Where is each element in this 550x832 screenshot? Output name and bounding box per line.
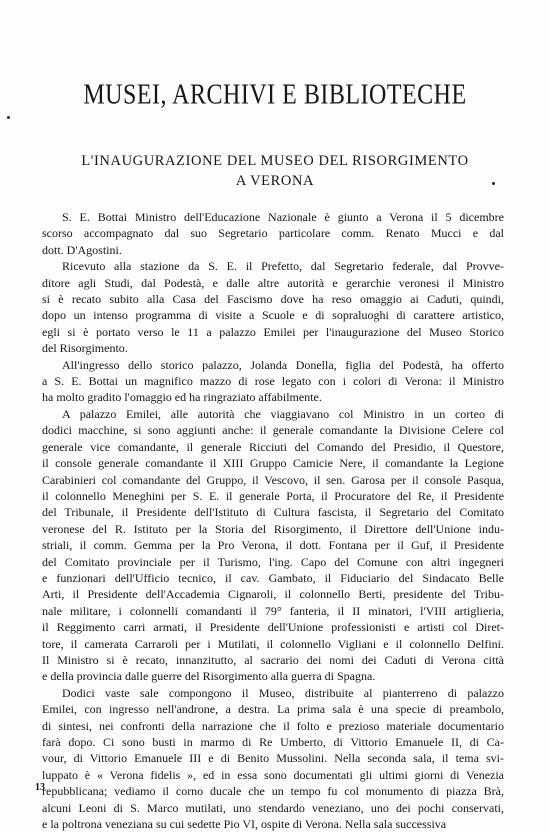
text-line: e la poltrona veneziana su cui sedette Pio VI, ospite di Verona. Nella sala successiva xyxy=(42,817,447,832)
margin-mark xyxy=(492,182,495,185)
text-line: alcuni Leoni di S. Marco mutilati, uno stendardo veneziano, uno dei pochi conservati, xyxy=(42,800,504,815)
text-line: veronese del R. Istituto per la Storia del Risorgimento, il Direttore dell'Unione indu- xyxy=(42,521,504,536)
text-line: vour, di Vittorio Emanuele III e di Benito Mussolini. Nella seconda sala, il tema svi- xyxy=(42,751,504,766)
text-line: del Risorgimento. xyxy=(42,341,128,356)
section-title: MUSEI, ARCHIVI E BIBLIOTECHE xyxy=(83,80,467,111)
paragraph xyxy=(42,685,504,832)
text-line: dodici macchine, si sono aggiunti anche: il generale comandante la Divisione Celere col xyxy=(42,423,504,438)
text-line: Il Ministro si è recato, innanzitutto, al sacrario dei nomi dei Caduti di Verona città xyxy=(42,652,504,667)
article-title-line-2: A VERONA xyxy=(235,173,315,189)
text-line: All'ingresso dello storico palazzo, Jolanda Donella, figlia del Podestà, ha offerto xyxy=(62,357,504,372)
text-line: nale militare, i colonnelli comandanti il 79° fanteria, il II minatori, l'VIII artiglieria, xyxy=(42,603,504,618)
text-line: Dodici vaste sale compongono il Museo, distribuite al pianterreno di palazzo xyxy=(62,685,504,700)
paragraph xyxy=(42,258,504,356)
text-line: S. E. Bottai Ministro dell'Educazione Nazionale è giunto a Verona il 5 dicembre xyxy=(62,210,504,224)
text-line: di sintesi, nei confronti della narrazione che il folto e prezioso materiale documentario xyxy=(42,718,504,733)
paragraph xyxy=(42,209,504,258)
text-line: Carabinieri col comandante del Gruppo, il Vescovo, il sen. Garosa per il console Pasqua, xyxy=(42,472,504,487)
text-line: egli si è portato verso le 11 a palazzo Emilei per l'inaugurazione del Museo Storico xyxy=(42,324,504,339)
text-line: ditore agli Studi, dal Podestà, e dalle altre autorità e gerarchie veronesi il Ministro xyxy=(42,275,504,290)
text-line: del Tribunale, il Presidente dell'Istituto di Cultura fascista, il Segretario del Comitato xyxy=(42,505,504,520)
paragraph xyxy=(42,357,504,406)
text-line: Arti, il Presidente dell'Accademia Cignaroli, il colonnello Berti, presidente del Tribu- xyxy=(42,587,504,602)
text-line: il Reggimento carri armati, il Presidente dell'Unione professionisti e artisti col Diret- xyxy=(42,620,504,635)
text-line: farà dopo. Ci sono busti in marmo di Re Umberto, di Vittorio Emanuele II, di Ca- xyxy=(42,735,504,749)
text-line: il colonnello Meneghini per S. E. il generale Porta, il Procuratore del Re, il Presidente xyxy=(42,488,504,503)
article-body xyxy=(42,209,504,832)
text-line: Ricevuto alla stazione da S. E. il Prefetto, dal Segretario federale, dal Provve- xyxy=(62,259,504,274)
text-line: dopo un intenso programma di visite a Scuole e di sopraluoghi di carattere artistico, xyxy=(42,308,504,323)
text-line: scorso accompagnato dal suo Segretario particolare comm. Renato Mucci e dal xyxy=(42,226,504,241)
article-title-line-1: L'INAUGURAZIONE DEL MUSEO DEL RISORGIMENTO xyxy=(81,153,469,169)
paragraph xyxy=(42,406,504,685)
text-line: e della provincia dalle guerre del Risorgimento alla guerra di Spagna. xyxy=(42,669,376,684)
text-line: Emilei, con ingresso nell'androne, a destra. La prima sala è una specie di preambolo, xyxy=(42,702,504,717)
text-line: A palazzo Emilei, alle autorità che viaggiavano col Ministro in un corteo di xyxy=(62,406,504,421)
text-line: striali, il comm. Gemma per la Pro Verona, il dott. Fontana per il Guf, il Presidente xyxy=(42,538,504,553)
article-title xyxy=(0,151,550,191)
text-line: ha molto gradito l'omaggio ed ha ringraziato affabilmente. xyxy=(42,390,322,405)
margin-mark xyxy=(7,116,10,119)
text-line: e funzionari dell'Ufficio tecnico, il cav. Gambato, il Fiduciario del Sindacato Belle xyxy=(42,570,504,585)
text-line: luppato è « Verona fidelis », ed in essa sono documentati gli ultimi giorni di Venezia xyxy=(42,767,504,782)
text-line: si è recato subito alla Casa del Fascismo dove ha reso omaggio ai Caduti, quindi, xyxy=(42,292,504,307)
text-line: il console generale comandante il XIII Gruppo Camicie Nere, il comandante la Legione xyxy=(42,456,504,471)
text-line: generale vice comandante, il generale Ricciuti del Comando del Presidio, il Questore, xyxy=(42,439,504,454)
text-line: a S. E. Bottai un magnifico mazzo di rose legato con i colori di Verona: il Ministro xyxy=(42,374,504,389)
text-line: tore, il camerata Carraroli per i Mutilati, il colonnello Vigliani e il colonnello Delfini. xyxy=(42,636,504,651)
page-number: 13 xyxy=(35,782,45,793)
text-line: dott. D'Agostini. xyxy=(42,242,122,257)
text-line: del Comitato provinciale per il Turismo, l'ing. Capo del Comune con altri ingegneri xyxy=(42,554,504,569)
text-line: repubblicana; vediamo il corno ducale che un tempo fu col monumento di piazza Brà, xyxy=(42,784,504,799)
